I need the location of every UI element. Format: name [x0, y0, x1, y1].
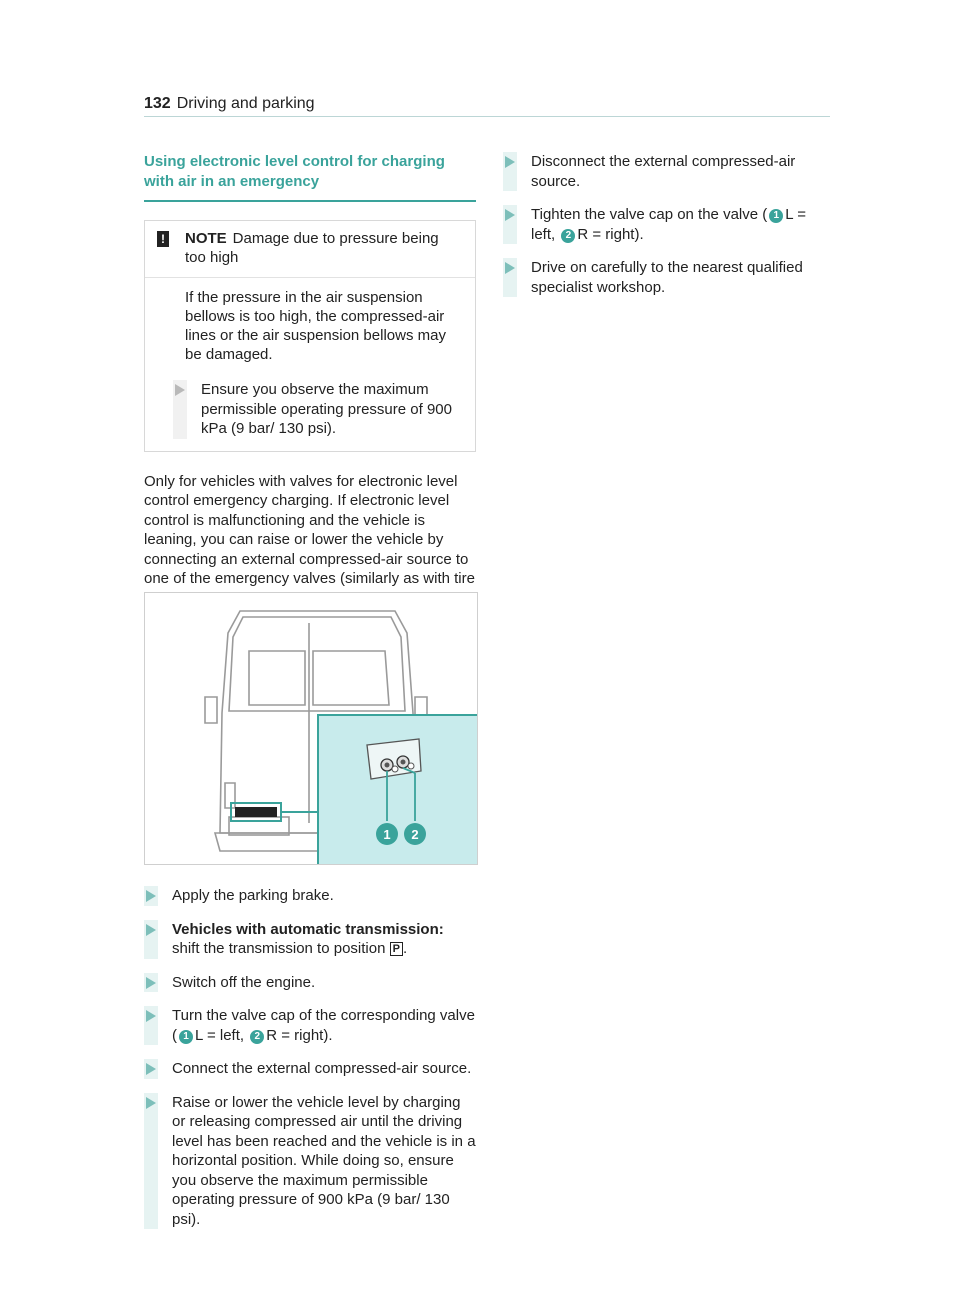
note-step: Ensure you observe the maximum permissible operating pressure of 900 kPa (9 bar/ 130 psi). [157, 380, 463, 439]
step-marker [144, 920, 158, 959]
note-box [144, 220, 476, 452]
arrow-icon [175, 384, 185, 396]
callout-1-label: 1 [383, 827, 391, 842]
left-steps [144, 872, 476, 1229]
van-rear-illustration [145, 593, 477, 864]
step-marker [144, 886, 158, 906]
header-rule [144, 116, 830, 117]
valve-location-figure [144, 592, 478, 865]
step-marker [173, 380, 187, 439]
page-number: 132 [144, 95, 171, 112]
section-title-rule [144, 200, 476, 202]
step-marker [503, 258, 517, 297]
intro-paragraph: Only for vehicles with valves for electronic level control emergency charging. If electronic level control is malfunctioning and the vehicle is leaning, you can raise or lower the vehicle by connecting an external compressed-air source to one of the emergency valves (similarly as with tire [144, 472, 475, 587]
step-transmission: Vehicles with automatic transmission: shift the transmission to position P . [144, 920, 476, 959]
arrow-icon [146, 1097, 156, 1109]
step-marker [144, 1093, 158, 1230]
step-disconnect-air: Disconnect the external compressed-air source. [503, 152, 831, 191]
step-turn-valve-cap: Turn the valve cap of the corresponding valve ( 1 L = left, 2 R = right). [144, 1006, 476, 1045]
arrow-icon [146, 1010, 156, 1022]
step-parking-brake: Apply the parking brake. [144, 886, 476, 906]
callout-2-icon: 2 [250, 1030, 264, 1044]
arrow-icon [505, 262, 515, 274]
left-column [144, 152, 476, 667]
note-label: NOTE [185, 230, 227, 247]
step-engine-off: Switch off the engine. [144, 973, 476, 993]
step-adjust-level: Raise or lower the vehicle level by charging or releasing compressed air until the driving level has been reached and the vehicle is in a horizontal position. While doing so, ensure you observe the maximum permissible operating pressure of 900 kPa (9 bar/ 130 psi). [144, 1093, 476, 1230]
chapter-title: Driving and parking [176, 95, 315, 112]
park-gear-symbol: P [390, 942, 403, 956]
step-tighten-cap: Tighten the valve cap on the valve ( 1 L = left, 2 R = right). [503, 205, 831, 244]
callout-1-icon: 1 [769, 209, 783, 223]
note-body: If the pressure in the air suspension bellows is too high, the compressed-air lines or the air suspension bellows may be damaged. [185, 289, 446, 363]
detail-inset [318, 715, 477, 864]
step-connect-air: Connect the external compressed-air source. [144, 1059, 476, 1079]
step-drive-to-workshop: Drive on carefully to the nearest qualified specialist workshop. [503, 258, 831, 297]
step-marker [503, 152, 517, 191]
note-heading-text: Damage due to pressure being too high [185, 230, 439, 266]
warning-icon: ! [157, 231, 169, 247]
callout-1-icon: 1 [179, 1030, 193, 1044]
arrow-icon [146, 977, 156, 989]
callout-2-label: 2 [411, 827, 419, 842]
callout-2-icon: 2 [561, 229, 575, 243]
arrow-icon [146, 1063, 156, 1075]
arrow-icon [146, 924, 156, 936]
step-marker [144, 973, 158, 993]
section-title: Using electronic level control for charging with air in an emergency [144, 153, 445, 190]
step-marker [144, 1006, 158, 1045]
arrow-icon [505, 156, 515, 168]
note-heading [157, 229, 463, 267]
valve-panel-marker [235, 807, 277, 817]
arrow-icon [146, 890, 156, 902]
right-column [503, 152, 831, 297]
step-marker [144, 1059, 158, 1079]
arrow-icon [505, 209, 515, 221]
step-marker [503, 205, 517, 244]
divider [145, 277, 475, 278]
page-header [144, 95, 315, 113]
